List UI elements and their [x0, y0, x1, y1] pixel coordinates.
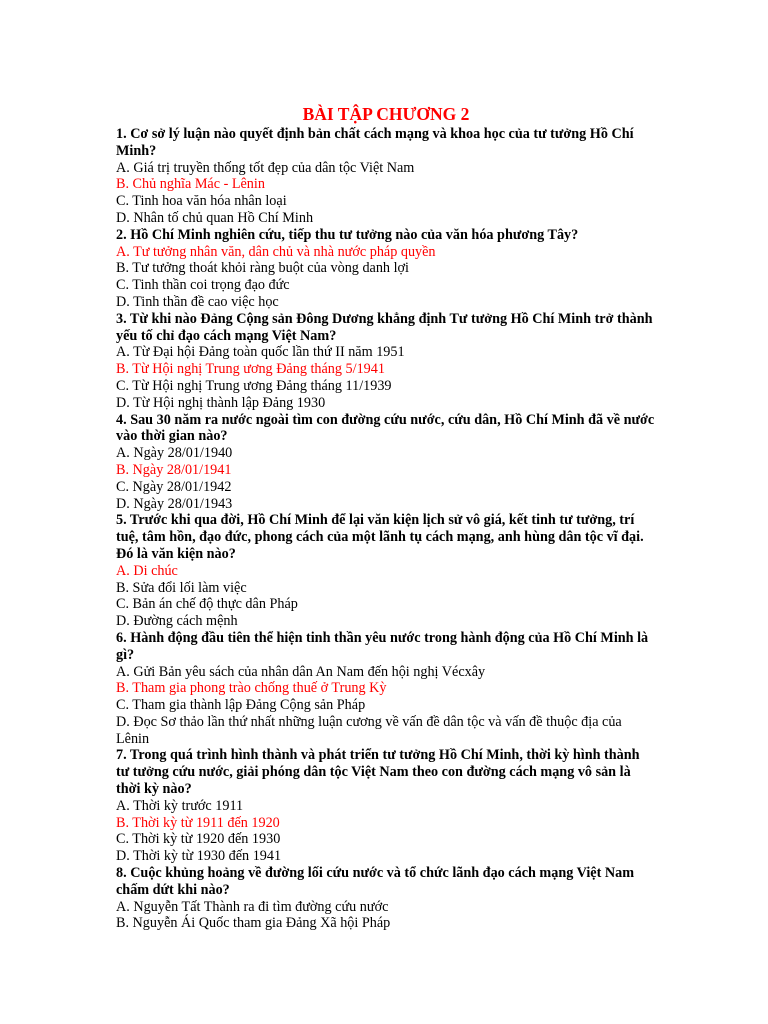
question-text: 7. Trong quá trình hình thành và phát triển tư tưởng Hồ Chí Minh, thời kỳ hình thành tư tưởng cứu nước, giải phóng dân tộc Việt Nam theo con đường cách mạng vô sản là thời kỳ nào?	[116, 747, 640, 798]
answer-option: A. Nguyễn Tất Thành ra đi tìm đường cứu nước	[116, 898, 389, 915]
answer-option: A. Từ Đại hội Đảng toàn quốc lần thứ II năm 1951	[116, 344, 405, 361]
question-text: 6. Hành động đầu tiên thể hiện tinh thần yêu nước trong hành động của Hồ Chí Minh là gì?	[116, 629, 649, 663]
answer-option: B. Nguyễn Ái Quốc tham gia Đảng Xã hội Pháp	[116, 915, 391, 932]
question-list	[116, 126, 656, 932]
answer-option: A. Giá trị truyền thống tốt đẹp của dân tộc Việt Nam	[116, 159, 415, 176]
question-block	[116, 227, 656, 311]
answer-option: C. Ngày 28/01/1942	[116, 478, 232, 495]
question-block	[116, 412, 656, 513]
answer-option-correct: B. Ngày 28/01/1941	[116, 461, 232, 478]
answer-option: C. Tinh hoa văn hóa nhân loại	[116, 193, 287, 210]
question-block	[116, 512, 656, 630]
answer-option: C. Tham gia thành lập Đảng Cộng sản Pháp	[116, 697, 366, 714]
document-page	[116, 102, 656, 932]
answer-option-correct: A. Di chúc	[116, 562, 178, 579]
question-text: 2. Hồ Chí Minh nghiên cứu, tiếp thu tư tưởng nào của văn hóa phương Tây?	[116, 226, 579, 243]
answer-option: D. Thời kỳ từ 1930 đến 1941	[116, 848, 282, 865]
answer-option: A. Thời kỳ trước 1911	[116, 797, 244, 814]
answer-option-correct: B. Chủ nghĩa Mác - Lênin	[116, 176, 265, 193]
answer-option-correct: B. Thời kỳ từ 1911 đến 1920	[116, 814, 280, 831]
answer-option: C. Từ Hội nghị Trung ương Đảng tháng 11/1939	[116, 377, 392, 394]
answer-option: D. Nhân tố chủ quan Hồ Chí Minh	[116, 209, 314, 226]
answer-option-correct: B. Tham gia phong trào chống thuế ở Trung Kỳ	[116, 680, 387, 697]
answer-option: A. Ngày 28/01/1940	[116, 445, 233, 462]
answer-option: B. Tư tưởng thoát khỏi ràng buột của vòng danh lợi	[116, 260, 409, 277]
answer-option: C. Bản án chế độ thực dân Pháp	[116, 596, 298, 613]
answer-option: B. Sửa đổi lối làm việc	[116, 579, 247, 596]
question-block	[116, 630, 656, 748]
answer-option: D. Từ Hội nghị thành lập Đảng 1930	[116, 394, 326, 411]
answer-option-correct: A. Tư tưởng nhân văn, dân chủ và nhà nước pháp quyền	[116, 243, 436, 260]
answer-option: C. Tinh thần coi trọng đạo đức	[116, 277, 290, 294]
answer-option-correct: B. Từ Hội nghị Trung ương Đảng tháng 5/1941	[116, 361, 385, 378]
question-block	[116, 747, 656, 865]
question-block	[116, 865, 656, 932]
question-block	[116, 311, 656, 412]
answer-option: C. Thời kỳ từ 1920 đến 1930	[116, 831, 281, 848]
answer-option: A. Gửi Bản yêu sách của nhân dân An Nam đến hội nghị Vécxây	[116, 663, 486, 680]
answer-option: D. Đường cách mệnh	[116, 613, 238, 630]
question-text: 5. Trước khi qua đời, Hồ Chí Minh để lại văn kiện lịch sử vô giá, kết tinh tư tưởng, trí tuệ, tâm hồn, đạo đức, phong cách của một lãnh tụ cách mạng, anh hùng dân tộc vĩ đại. Đó là văn kiện nào?	[116, 512, 644, 562]
question-text: 3. Từ khi nào Đảng Cộng sản Đông Dương khẳng định Tư tưởng Hồ Chí Minh trở thành yếu tố chỉ đạo cách mạng Việt Nam?	[116, 310, 653, 344]
question-block	[116, 126, 656, 227]
document-title: BÀI TẬP CHƯƠNG 2	[302, 104, 470, 124]
answer-option: D. Đọc Sơ thảo lần thứ nhất những luận cương về vấn đề dân tộc và vấn đề thuộc địa của Lênin	[116, 713, 622, 747]
question-text: 4. Sau 30 năm ra nước ngoài tìm con đường cứu nước, cứu dân, Hồ Chí Minh đã về nước vào thời gian nào?	[116, 411, 655, 445]
answer-option: D. Ngày 28/01/1943	[116, 495, 233, 512]
question-text: 1. Cơ sở lý luận nào quyết định bản chất cách mạng và khoa học của tư tưởng Hồ Chí Minh?	[116, 126, 634, 159]
question-text: 8. Cuộc khủng hoảng về đường lối cứu nước và tổ chức lãnh đạo cách mạng Việt Nam chấm dứt khi nào?	[116, 865, 635, 898]
answer-option: D. Tinh thần đề cao việc học	[116, 293, 279, 310]
